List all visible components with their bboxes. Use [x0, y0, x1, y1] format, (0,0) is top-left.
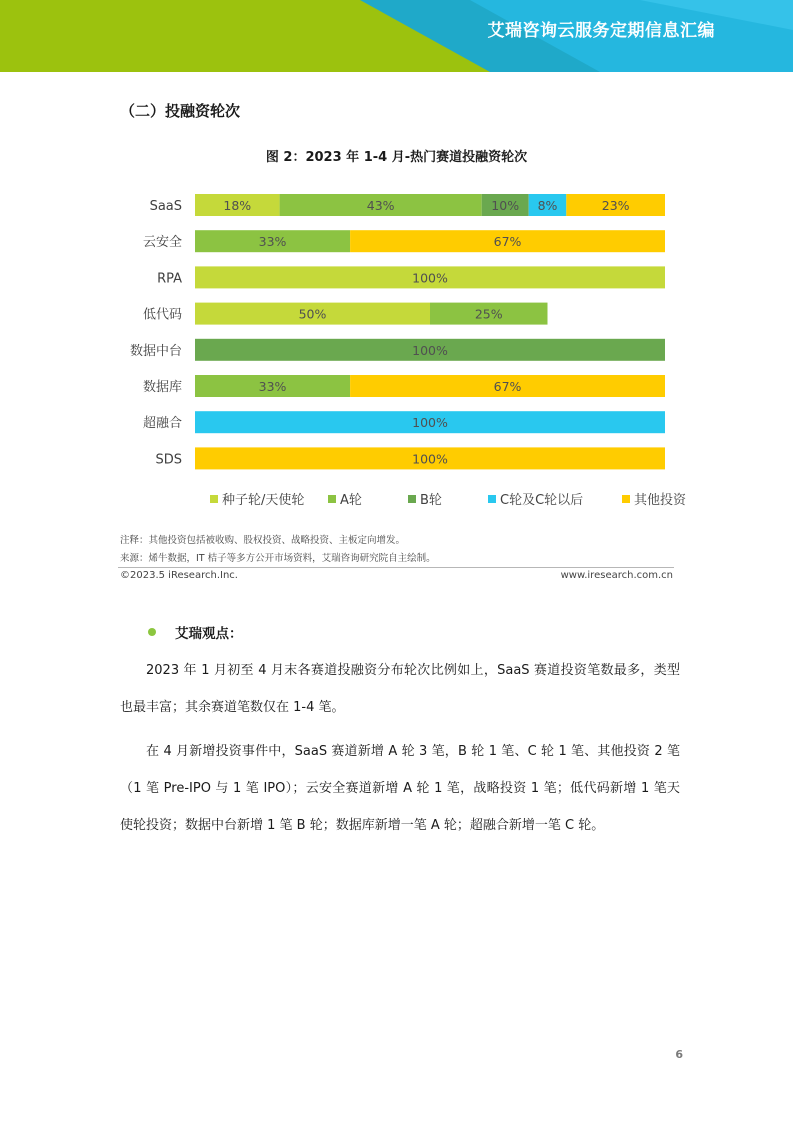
- data-label-低代码-种子轮-天使轮: 50%: [298, 306, 327, 322]
- data-label-SaaS-种子轮-天使轮: 18%: [223, 198, 252, 213]
- legend-swatch-B轮: [408, 495, 416, 503]
- chart-source: 来源：烯牛数据，IT 桔子等多方公开市场资料，艾瑞咨询研究院自主绘制。: [120, 553, 436, 564]
- section-heading: （二）投融资轮次: [120, 102, 241, 120]
- viewpoint-heading: [148, 622, 243, 642]
- chart-note: 注释：其他投资包括被收购、股权投资、战略投资、主板定向增发。: [120, 535, 406, 546]
- data-label-云安全-A轮: 33%: [258, 234, 287, 250]
- data-label-SaaS-A轮: 43%: [366, 198, 395, 213]
- legend-swatch-C轮及C轮以后: [488, 495, 496, 503]
- legend-label-种子轮-天使轮: 种子轮/天使轮: [222, 493, 305, 508]
- legend-label-其他投资: 其他投资: [634, 493, 687, 508]
- data-label-超融合-C轮及C轮以后: 100%: [412, 415, 448, 431]
- data-label-RPA-种子轮-天使轮: 100%: [412, 270, 448, 286]
- legend-label-C轮及C轮以后: C轮及C轮以后: [500, 493, 584, 508]
- data-label-数据中台-B轮: 100%: [412, 342, 448, 358]
- category-label-SDS: SDS: [155, 452, 182, 468]
- chart-title: 图 2：2023 年 1-4 月-热门赛道投融资轮次: [265, 150, 528, 165]
- legend-swatch-其他投资: [622, 495, 630, 503]
- header-title: 艾瑞咨询云服务定期信息汇编: [487, 21, 715, 41]
- stacked-bar-chart: [118, 184, 687, 524]
- category-label-低代码: 低代码: [142, 307, 182, 323]
- data-label-SaaS-C轮及C轮以后: 8%: [537, 198, 558, 213]
- divider: [118, 567, 674, 568]
- legend-label-B轮: B轮: [420, 493, 442, 508]
- category-label-超融合: 超融合: [142, 416, 182, 432]
- data-label-低代码-A轮: 25%: [474, 306, 503, 322]
- data-label-SDS-其他投资: 100%: [412, 451, 448, 467]
- data-label-数据库-A轮: 33%: [258, 379, 287, 394]
- page-number: 6: [675, 1048, 683, 1061]
- paragraph-1: 2023 年 1 月初至 4 月末各赛道投融资分布轮次比例如上，SaaS 赛道投资笔数最多，类型也最丰富；其余赛道笔数仅在 1-4 笔。: [120, 663, 680, 715]
- bullet-icon: [148, 628, 156, 636]
- category-label-云安全: 云安全: [142, 235, 182, 251]
- viewpoint-title: 艾瑞观点：: [175, 626, 243, 642]
- data-label-数据库-其他投资: 67%: [493, 379, 522, 394]
- category-label-数据中台: 数据中台: [129, 343, 182, 359]
- data-label-SaaS-B轮: 10%: [491, 198, 520, 213]
- website-link[interactable]: www.iresearch.com.cn: [560, 570, 673, 581]
- category-label-数据库: 数据库: [142, 380, 182, 395]
- legend-label-A轮: A轮: [340, 493, 362, 508]
- data-label-云安全-其他投资: 67%: [493, 234, 522, 250]
- category-label-SaaS: SaaS: [149, 199, 182, 214]
- data-label-SaaS-其他投资: 23%: [601, 198, 630, 213]
- category-label-RPA: RPA: [157, 271, 182, 287]
- legend-swatch-种子轮-天使轮: [210, 495, 218, 503]
- copyright: ©2023.5 iResearch.Inc.: [120, 570, 238, 581]
- legend-swatch-A轮: [328, 495, 336, 503]
- paragraph-2: 在 4 月新增投资事件中，SaaS 赛道新增 A 轮 3 笔，B 轮 1 笔、C 轮 1 笔、其他投资 2 笔（1 笔 Pre-IPO 与 1 笔 IPO）；云安全赛道新增 A 轮 1 笔，战略投资 1 笔；低代码新增 1 笔天使轮投资；数据中台新增 1 笔 B 轮；数据库新增一笔 A 轮；超融合新增一笔 C 轮。: [120, 744, 680, 833]
